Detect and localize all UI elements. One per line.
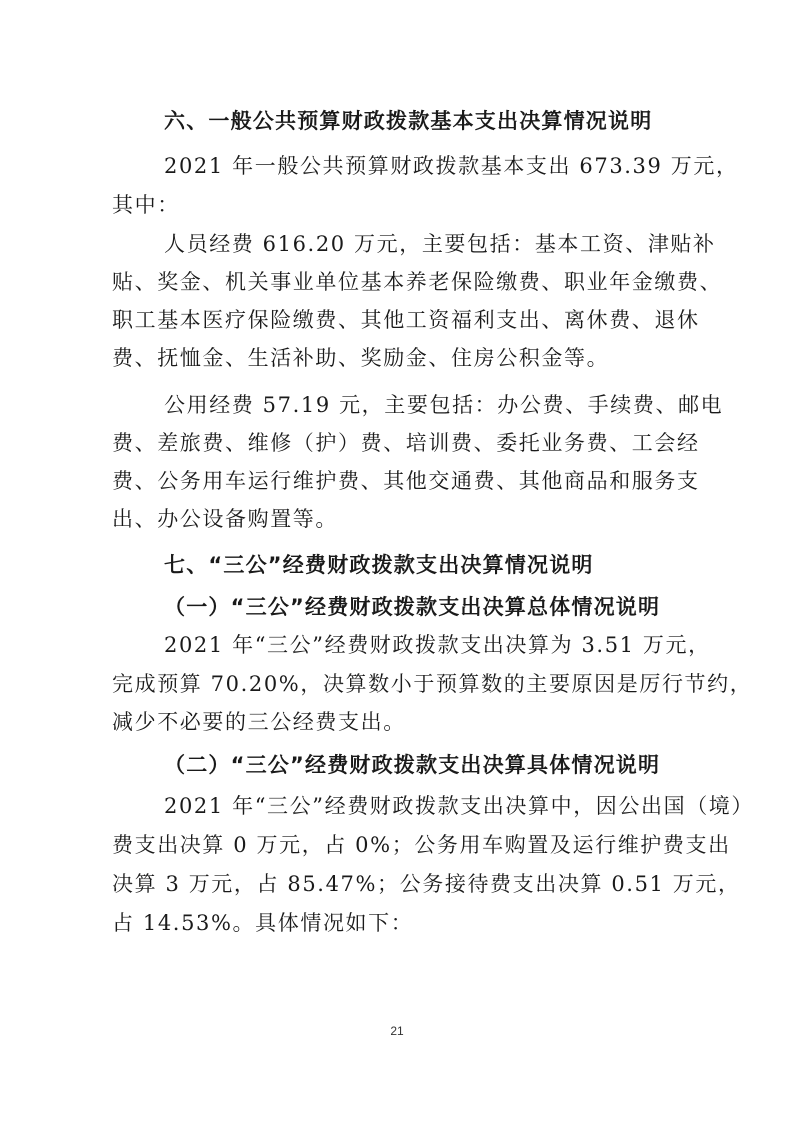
paragraph-line: 公用经费 57.19 元，主要包括：办公费、手续费、邮电	[164, 393, 724, 417]
subsection-2-heading: （二）“三公”经费财政拨款支出决算具体情况说明	[164, 753, 661, 777]
paragraph-line: 减少不必要的三公经费支出。	[112, 710, 406, 734]
paragraph-line: 出、办公设备购置等。	[112, 507, 338, 531]
paragraph-line: 占 14.53%。具体情况如下：	[112, 911, 414, 935]
subsection-1-heading: （一）“三公”经费财政拨款支出决算总体情况说明	[164, 595, 661, 619]
paragraph-line: 费、公务用车运行维护费、其他交通费、其他商品和服务支	[112, 469, 700, 493]
paragraph-line: 其中：	[112, 193, 180, 217]
paragraph-line: 2021 年一般公共预算财政拨款基本支出 673.39 万元，	[164, 154, 739, 178]
page-number: 21	[390, 1024, 404, 1038]
paragraph-line: 2021 年“三公”经费财政拨款支出决算中，因公出国（境）	[164, 794, 754, 818]
paragraph-line: 费、抚恤金、生活补助、奖励金、住房公积金等。	[112, 346, 610, 370]
paragraph-line: 完成预算 70.20%，决算数小于预算数的主要原因是厉行节约，	[112, 672, 753, 696]
section-6-heading: 六、一般公共预算财政拨款基本支出决算情况说明	[164, 109, 653, 133]
paragraph-line: 贴、奖金、机关事业单位基本养老保险缴费、职业年金缴费、	[112, 270, 723, 294]
section-7-heading: 七、“三公”经费财政拨款支出决算情况说明	[164, 553, 594, 577]
paragraph-line: 决算 3 万元，占 85.47%；公务接待费支出决算 0.51 万元，	[112, 872, 741, 896]
paragraph-line: 人员经费 616.20 万元，主要包括：基本工资、津贴补	[164, 232, 716, 256]
paragraph-line: 2021 年“三公”经费财政拨款支出决算为 3.51 万元，	[164, 633, 711, 657]
paragraph-line: 费支出决算 0 万元，占 0%；公务用车购置及运行维护费支出	[112, 833, 731, 857]
paragraph-line: 费、差旅费、维修（护）费、培训费、委托业务费、工会经	[112, 431, 700, 455]
paragraph-line: 职工基本医疗保险缴费、其他工资福利支出、离休费、退休	[112, 308, 700, 332]
